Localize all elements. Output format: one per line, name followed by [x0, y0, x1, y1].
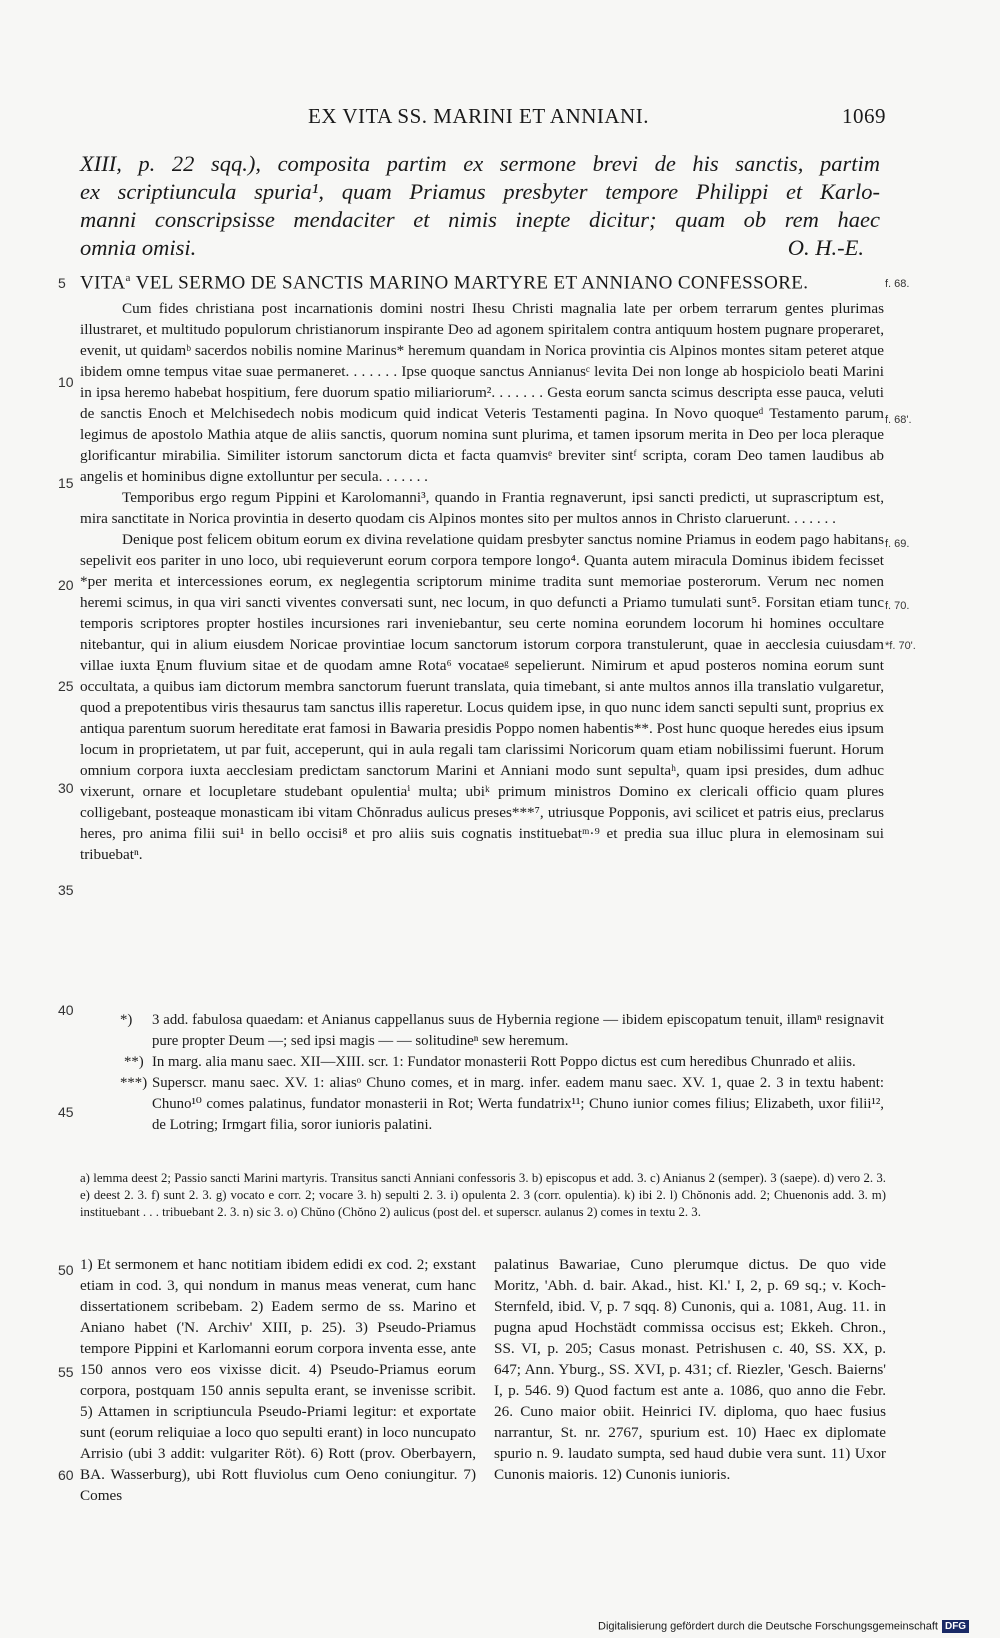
heading-text: VITA — [80, 272, 126, 294]
intro-line: ex scriptiuncula spuria¹, quam Priamus presbyter tempore Philippi et Karlo- — [80, 179, 880, 204]
folio-note: f. 69. — [885, 538, 910, 550]
heading-text: VEL SERMO DE SANCTIS MARINO MARTYRE ET ANNIANO CONFESSORE. — [130, 272, 809, 294]
note-text: Superscr. manu saec. XV. 1: aliasᵒ Chuno comes, et in marg. infer. eadem manu saec. XV. 1, quae 2. 3 in textu habent: Chuno¹⁰ comes palatinus, fundator monasterii in Rot; Werta fundatrix¹¹; Chuno iunior comes filius; Elizabeth, uxor filii¹², de Lotring; Irmgart filia, soror iunioris palatini. — [152, 1075, 884, 1133]
folio-note: f. 70. — [885, 600, 910, 612]
line-number: 35 — [58, 882, 74, 898]
line-number: 45 — [58, 1104, 74, 1120]
editor-signature: O. H.-E. — [787, 235, 864, 260]
note-text: 3 add. fabulosa quaedam: et Anianus cappellanus suus de Hybernia regione — ibidem episcopatum tenuit, illamⁿ resignavit pure propter Deum —; sed ipsi magis — — solitudineⁿ sew heremum. — [152, 1012, 884, 1049]
asterisk-note — [80, 1010, 884, 1052]
note-mark: **) — [124, 1054, 144, 1070]
folio-note: *f. 70'. — [885, 640, 916, 652]
line-number: 50 — [58, 1262, 74, 1278]
folio-note: f. 68'. — [885, 414, 912, 426]
digitization-credit — [598, 1620, 1000, 1638]
dfg-logo: DFG — [942, 1620, 969, 1633]
footnotes-right-column: palatinus Bawariae, Cuno plerumque dictus. De quo vide Moritz, 'Abh. d. bair. Akad., hist. Kl.' I, 2, p. 69 sq.; v. Koch-Sternfeld, ibid. V, p. 7 sqq. 8) Cunonis, qui a. 1081, Aug. 11. in pugna apud Hochstädt commissa occisus est; Ekkeh. Chron., SS. VI, p. 205; Casus monast. Petrishusen c. 40, SS. XX, p. 647; Ann. Yburg., SS. XVI, p. 431; cf. Riezler, 'Gesch. Baierns' I, p. 546. 9) Quod factum est ante a. 1086, quo anno die Febr. 26. Cuno maior obiit. Heinrici IV. diploma, quo haec fusius narrantur, St. nr. 2767, spurium est. 10) Haec ex diplomate spurio n. 9. laudato sumpta, sed haud dubie vera sunt. 11) Uxor Cunonis maioris. 12) Cunonis iunioris. — [494, 1256, 886, 1483]
line-number: 5 — [58, 275, 66, 291]
line-number: 15 — [58, 475, 74, 491]
line-number: 10 — [58, 374, 74, 390]
intro-line: XIII, p. 22 sqq.), composita partim ex sermone brevi de his sanctis, partim — [80, 151, 880, 176]
asterisk-note — [80, 1073, 884, 1136]
line-number: 30 — [58, 780, 74, 796]
main-text — [80, 298, 884, 865]
folio-note: f. 68. — [885, 278, 910, 290]
intro-line: manni conscripsisse mendaciter et nimis inepte dicitur; quam ob rem haec — [80, 207, 880, 232]
body-paragraph: Temporibus ergo regum Pippini et Karolomanni³, quando in Frantia regnaverunt, ipsi sancti predicti, ut suprascriptum est, mira sanctitate in Norica provintia in deserto quodam cis Alpinos montes sito per multos annos in Christo claruerunt. . . . . . . — [80, 489, 884, 527]
page-number: 1069 — [842, 104, 886, 128]
line-number: 25 — [58, 678, 74, 694]
critical-apparatus: a) lemma deest 2; Passio sancti Marini martyris. Transitus sancti Anniani confessoris 3. b) episcopus et add. 3. c) Anianus 2 (semper). 3 (saepe). d) vero 2. 3. e) deest 2. 3. f) sunt 2. 3. g) vocato e corr. 2; vocare 3. h) sepulti 2. 3. i) opulenta 2. 3 (corr. opulentia). k) ibi 2. l) Chŏnonis add. 2; Chuenonis add. 3. m) instituebant . . . tribuebant 2. 3. n) sic 3. o) Chŭno (Chŏno 2) aulicus (post del. et superscr. aulanus 2) comes in textu 2. 3. — [80, 1171, 886, 1219]
body-paragraph: Denique post felicem obitum eorum ex divina revelatione quidam presbyter sanctus nomine Priamus in eodem pago habitans sepelivit eos pariter in uno loco, ubi requieverunt eorum corpora tempore longo⁴. Quanta autem miracula Dominus ibidem fecisset *per merita et intercessiones eorum, ex neglegentia scriptorum minime tradita sunt memoriae posterorum. Verum nec nomen heremi scimus, in qua viri sancti viventes conversati sunt, nec locum, in quo defuncti a Priamo tumulati sunt⁵. Forsitan etiam tunc temporis scriptores propter hostiles incursiones rari inveniebantur, seu certe nomina eorundem locorum hi homines occultare nitebantur, qui in alium eiusdem Noricae provintiae locum sanctorum istorum corpora transtulerunt, quae in aecclesia cuiusdam villae iuxta Ęnum fluvium sitae et de quodam amne Rota⁶ vocataeᵍ sepelierunt. Nimirum et apud posteros nomina eorum sunt occultata, a quibus iam dictorum membra sanctorum fuerunt translata, quia timebant, si ante multos annos illa translatio vulgaretur, quod a prepotentibus viris thesaurus tam sanctus illis raperetur. Locus quidem ipse, in quo nunc idem sancti sepulti sunt, proprius ex antiqua parentum suorum hereditate erat famosi in Bawaria presidis Poppo nomen habentis**. Post hunc quoque heredes eius ipsum locum in proprietatem, ut par fuit, acceperunt, qui in aula regali tam clarissimi Noricorum quam etiam nobilissimi fuerunt. Horum omnium corpora iuxta aecclesiam predictam sanctorum Marini et Anniani modo sunt sepultaʰ, quam ipsi presides, dum adhuc vixerunt, ornare et locupletare studebant opulentiaⁱ multa; ubiᵏ primum ministros Domino ex clericali officio quam plures colligebant, posteaque monasticam ibi vitam Chŏnradus aulicus preses***⁷, utriusque Popponis, avi scilicet et patris eius, preclarus heres, pro anima filii sui¹ in bello occisi⁸ et pro aliis suis cognatis instituebatᵐ·⁹ et predia sua illuc plura in elemosinam sui tribuebatⁿ. — [80, 531, 884, 863]
note-mark: *) — [120, 1012, 133, 1028]
intro-paragraph — [80, 150, 880, 262]
line-number: 60 — [58, 1467, 74, 1483]
intro-line: omnia omisi. — [80, 235, 197, 260]
line-number: 55 — [58, 1364, 74, 1380]
heading-apparatus-mark: a — [125, 272, 131, 284]
section-heading — [80, 272, 884, 294]
note-mark: ***) — [120, 1075, 148, 1091]
running-head-title: EX VITA SS. MARINI ET ANNIANI. — [308, 104, 649, 128]
note-text: In marg. alia manu saec. XII—XIII. scr. 1: Fundator monasterii Rott Poppo dictus est cum heredibus Chunrado et aliis. — [152, 1054, 856, 1070]
credit-text: Digitalisierung gefördert durch die Deutsche Forschungsgemeinschaft — [598, 1620, 938, 1633]
line-number: 20 — [58, 577, 74, 593]
footnotes-left-column: 1) Et sermonem et hanc notitiam ibidem edidi ex cod. 2; exstant etiam in cod. 3, qui nondum in manus meas venerat, cum hanc dissertationem scribebam. 2) Eadem sermo de ss. Marino et Aniano habet ('N. Archiv' XIII, p. 25). 3) Pseudo-Priamus tempore Pippini et Karlomanni eorum corpora inventa esse, ante 150 annos vero eos vixisse dicit. 4) Pseudo-Priamus eorum corpora, postquam 150 annis sepulta erant, se invenisse scribit. 5) Attamen in scriptiuncula Pseudo-Priami legitur: et exportate sunt (eorum reliquiae a loco quo sepulti erant) in loco nuncupato Arrisio (ubi 3 addit: vulgariter Röt). 6) Rott (prov. Oberbayern, BA. Wasserburg), ubi Rott fluviolus cum Oeno coniungitur. 7) Comes — [80, 1256, 476, 1504]
body-paragraph: Cum fides christiana post incarnationis domini nostri Ihesu Christi magnalia late per orbem terrarum gentes plurimas illustraret, et multitudo populorum christianorum inspirante Deo ad agonem spiritalem contra antiquum hostem pugnare properaret, evenit, ut quidamᵇ sacerdos nobilis nomine Marinus* heremum quandam in Norica provintia cis Alpinos montes sitam peteret atque ibidem omne tempus vitae suae permaneret. . . . . . . Ipse quoque sanctus Annianusᶜ levita Dei non longe ab hospiciolo beati Marini in ipsa heremo habebat hospitium, fere duorum spatio miliariorum². . . . . . . Gesta eorum sancta scimus descripta esse pauca, veluti de sanctis Enoch et Melchisedech nobis modicum quid indicat Veteris Testamenti pagina. In Novo quoqueᵈ Testamento parum legimus de apostolo Mathia atque de aliis sanctis, quorum nomina sunt plurima, et tamen ipsorum merita in Deo per loca pleraque glorificantur mirabilia. Similiter istorum sanctorum dicta et facta quamvisᵉ breviter sintᶠ scripta, coram Deo tamen laudibus ab angelis et hominibus digne extolluntur per secula. . . . . . . — [80, 300, 884, 485]
asterisk-notes — [80, 1010, 884, 1136]
line-number: 40 — [58, 1002, 74, 1018]
running-head — [80, 104, 886, 134]
asterisk-note — [80, 1052, 884, 1073]
